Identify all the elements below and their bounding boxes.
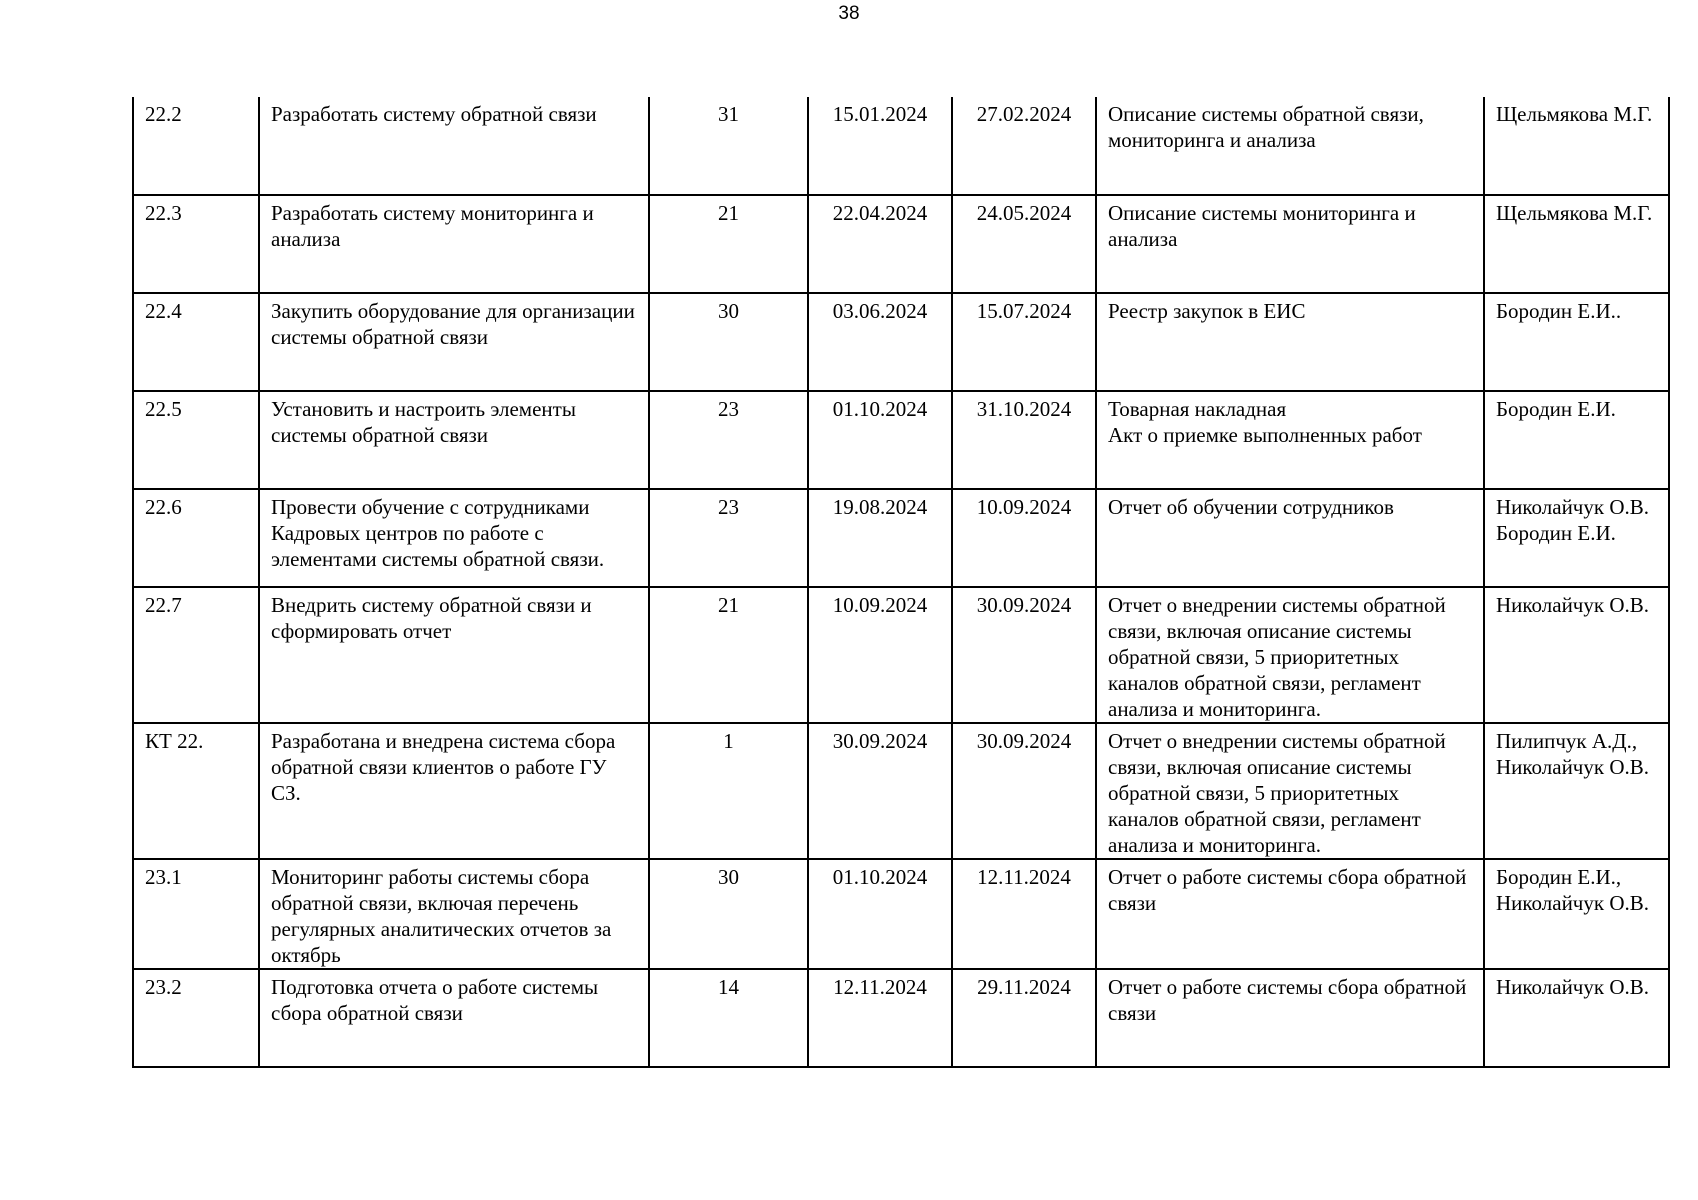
table-row (133, 859, 1669, 969)
result-cell: Реестр закупок в ЕИС (1096, 293, 1484, 391)
end-date-cell: 15.07.2024 (952, 293, 1096, 391)
duration-cell: 1 (649, 723, 808, 859)
end-date-cell: 24.05.2024 (952, 195, 1096, 293)
task-id-cell: КТ 22. (133, 723, 259, 859)
start-date-cell: 03.06.2024 (808, 293, 952, 391)
responsible-cell: Бородин Е.И., Николайчук О.В. (1484, 859, 1669, 969)
responsible-cell: Бородин Е.И. (1484, 391, 1669, 489)
task-cell: Разработать систему обратной связи (259, 97, 649, 195)
task-cell: Подготовка отчета о работе системы сбора обратной связи (259, 969, 649, 1067)
task-id-cell: 22.6 (133, 489, 259, 587)
task-cell: Разработать систему мониторинга и анализа (259, 195, 649, 293)
table-row (133, 293, 1669, 391)
task-cell: Внедрить систему обратной связи и сформировать отчет (259, 587, 649, 723)
duration-cell: 21 (649, 195, 808, 293)
duration-cell: 31 (649, 97, 808, 195)
responsible-cell: Щельмякова М.Г. (1484, 97, 1669, 195)
table-row (133, 97, 1669, 195)
task-id-cell: 23.1 (133, 859, 259, 969)
responsible-cell: Николайчук О.В. Бородин Е.И. (1484, 489, 1669, 587)
end-date-cell: 30.09.2024 (952, 587, 1096, 723)
task-id-cell: 23.2 (133, 969, 259, 1067)
table-row (133, 723, 1669, 859)
start-date-cell: 22.04.2024 (808, 195, 952, 293)
end-date-cell: 27.02.2024 (952, 97, 1096, 195)
result-cell: Отчет о внедрении системы обратной связи, включая описание системы обратной связи, 5 приоритетных каналов обратной связи, регламент анализа и мониторинга. (1096, 587, 1484, 723)
task-cell: Закупить оборудование для организации системы обратной связи (259, 293, 649, 391)
table-row (133, 391, 1669, 489)
end-date-cell: 12.11.2024 (952, 859, 1096, 969)
task-id-cell: 22.5 (133, 391, 259, 489)
result-cell: Отчет о работе системы сбора обратной связи (1096, 859, 1484, 969)
result-cell: Товарная накладная Акт о приемке выполненных работ (1096, 391, 1484, 489)
start-date-cell: 01.10.2024 (808, 391, 952, 489)
project-plan-table (132, 97, 1670, 1068)
page-number: 38 (838, 3, 860, 24)
duration-cell: 30 (649, 293, 808, 391)
duration-cell: 30 (649, 859, 808, 969)
responsible-cell: Николайчук О.В. (1484, 587, 1669, 723)
task-id-cell: 22.3 (133, 195, 259, 293)
start-date-cell: 30.09.2024 (808, 723, 952, 859)
responsible-cell: Пилипчук А.Д., Николайчук О.В. (1484, 723, 1669, 859)
result-cell: Описание системы обратной связи, мониторинга и анализа (1096, 97, 1484, 195)
task-cell: Разработана и внедрена система сбора обратной связи клиентов о работе ГУ СЗ. (259, 723, 649, 859)
end-date-cell: 31.10.2024 (952, 391, 1096, 489)
duration-cell: 23 (649, 489, 808, 587)
result-cell: Отчет об обучении сотрудников (1096, 489, 1484, 587)
task-cell: Провести обучение с сотрудниками Кадровых центров по работе с элементами системы обратной связи. (259, 489, 649, 587)
result-cell: Отчет о внедрении системы обратной связи, включая описание системы обратной связи, 5 приоритетных каналов обратной связи, регламент анализа и мониторинга. (1096, 723, 1484, 859)
responsible-cell: Бородин Е.И.. (1484, 293, 1669, 391)
start-date-cell: 19.08.2024 (808, 489, 952, 587)
table-row (133, 587, 1669, 723)
start-date-cell: 01.10.2024 (808, 859, 952, 969)
end-date-cell: 29.11.2024 (952, 969, 1096, 1067)
table-row (133, 195, 1669, 293)
end-date-cell: 10.09.2024 (952, 489, 1096, 587)
table-row (133, 489, 1669, 587)
responsible-cell: Щельмякова М.Г. (1484, 195, 1669, 293)
table-row (133, 969, 1669, 1067)
result-cell: Отчет о работе системы сбора обратной связи (1096, 969, 1484, 1067)
task-cell: Мониторинг работы системы сбора обратной связи, включая перечень регулярных аналитических отчетов за октябрь (259, 859, 649, 969)
responsible-cell: Николайчук О.В. (1484, 969, 1669, 1067)
task-id-cell: 22.4 (133, 293, 259, 391)
task-id-cell: 22.7 (133, 587, 259, 723)
task-id-cell: 22.2 (133, 97, 259, 195)
start-date-cell: 10.09.2024 (808, 587, 952, 723)
task-cell: Установить и настроить элементы системы обратной связи (259, 391, 649, 489)
duration-cell: 23 (649, 391, 808, 489)
start-date-cell: 15.01.2024 (808, 97, 952, 195)
result-cell: Описание системы мониторинга и анализа (1096, 195, 1484, 293)
end-date-cell: 30.09.2024 (952, 723, 1096, 859)
duration-cell: 21 (649, 587, 808, 723)
duration-cell: 14 (649, 969, 808, 1067)
start-date-cell: 12.11.2024 (808, 969, 952, 1067)
